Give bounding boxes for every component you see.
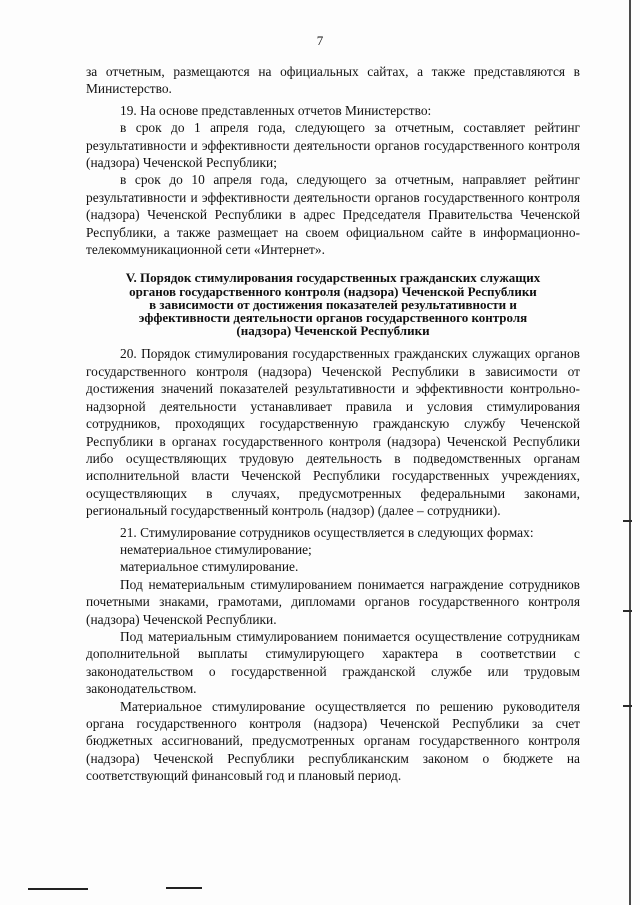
scan-edge-tick [623, 520, 632, 522]
paragraph-material-funding: Материальное стимулирование осуществляется по решению руководителя органа государственного контроля (надзора) Чеченской Республики за счет бюджетных ассигнований, предусмотренных органам государственного контроля (надзора) Чеченской Республики республиканским законом о бюджете на соответствующий финансовый год и плановый период. [86, 698, 580, 784]
paragraph-21-item-1: нематериальное стимулирование; [120, 541, 312, 557]
paragraph-19-intro: 19. На основе представленных отчетов Министерство: [120, 102, 432, 118]
scan-artifact-mark [166, 887, 202, 889]
section-title-line: (надзора) Чеченской Республики [236, 323, 430, 339]
section-title-line: эффективности деятельности органов государственного контроля [138, 310, 528, 326]
paragraph-21-intro: 21. Стимулирование сотрудников осуществляется в следующих формах: [120, 524, 534, 540]
document-body [86, 63, 580, 785]
section-v-title [86, 271, 580, 337]
paragraph-20: 20. Порядок стимулирования государственных гражданских служащих органов государственного контроля (надзора) Чеченской Республики в зависимости от достижения значений показателей результативности и эффективности контрольно-надзорной деятельности устанавливает правила и условия стимулирования сотрудников, проходящих государственную гражданскую службу Чеченской Республики в органах государственного контроля (надзора) Чеченской Республики либо осуществляющих трудовую деятельность в подведомственных органам исполнительной власти Чеченской Республики государственных учреждениях, осуществляющих в случаях, предусмотренных федеральными законами, региональный государственный контроль (надзор) (далее – сотрудники). [86, 346, 580, 519]
scan-artifact-mark [28, 888, 88, 890]
section-title-line: V. Порядок стимулирования государственных гражданских служащих [125, 270, 541, 286]
paragraph-nonmaterial-definition: Под нематериальным стимулированием понимается награждение сотрудников почетными знаками, грамотами, дипломами органов государственного контроля (надзора) Чеченской Республики. [86, 576, 580, 627]
paragraph-21-item-2: материальное стимулирование. [120, 559, 299, 575]
scan-edge-line [629, 0, 631, 905]
paragraph-19-item-2: в срок до 10 апреля года, следующего за отчетным, направляет рейтинг результативности и эффективности деятельности органов государственного контроля (надзора) Чеченской Республики в адрес Председателя Правительства Чеченской Республики, а также размещает на своем официальном сайте в информационно-телекоммуникационной сети «Интернет». [86, 172, 580, 258]
scan-edge-tick [623, 705, 632, 707]
paragraph-material-definition: Под материальным стимулированием понимается осуществление сотрудникам дополнительной выплаты стимулирующего характера в соответствии с законодательством о государственной гражданской службе или трудовым законодательством. [86, 628, 580, 697]
scan-edge-tick [623, 610, 632, 612]
paragraph-continuation: за отчетным, размещаются на официальных сайтах, а также представляются в Министерство. [86, 64, 580, 97]
section-title-line: органов государственного контроля (надзора) Чеченской Республики [129, 283, 537, 299]
page-number: 7 [316, 33, 324, 48]
paragraph-19-item-1: в срок до 1 апреля года, следующего за отчетным, составляет рейтинг результативности и эффективности деятельности органов государственного контроля (надзора) Чеченской Республики; [86, 120, 580, 171]
section-title-line: в зависимости от достижения показателей результативности и [149, 296, 517, 312]
